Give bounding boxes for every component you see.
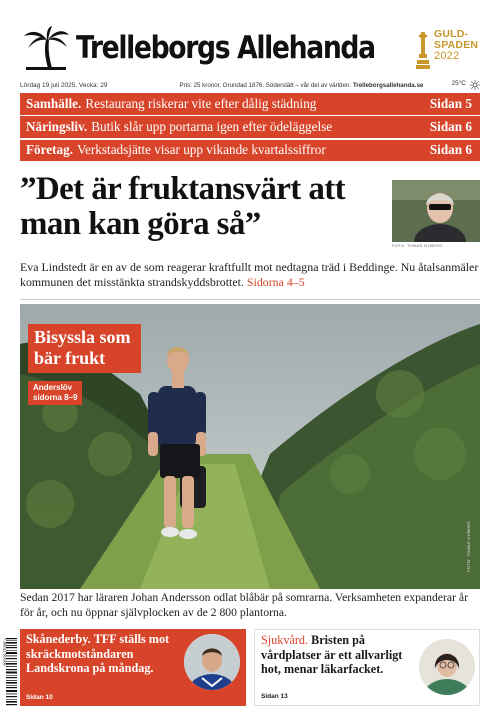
lead-page-ref[interactable]: Sidorna 4–5 xyxy=(246,274,305,289)
bottom-teaser-sport[interactable] xyxy=(20,629,246,706)
teaser-list xyxy=(20,93,480,163)
bottom-teaser-health[interactable] xyxy=(254,629,480,706)
lead-portrait-photo xyxy=(392,180,480,242)
bottom-teaser-headline: TFF ställs mot skräckmotståndaren Landskrona på måndag. xyxy=(26,632,170,675)
award-line-1: GULD- xyxy=(434,28,469,40)
teaser-item[interactable] xyxy=(20,116,480,138)
barcode-number: 7 388111 502308 xyxy=(2,638,7,666)
lead-headline[interactable]: ”Det är fruktansvärt att man kan göra så” xyxy=(20,171,346,242)
price-line: Pris: 25 kronor. Grundad 1876. Söderslätt – vår del av världen. xyxy=(179,81,352,89)
weather-temperature: 25°C xyxy=(451,80,466,87)
sun-icon xyxy=(470,80,480,90)
teaser-page: Sidan 5 xyxy=(429,95,472,111)
bottom-teaser-text xyxy=(26,632,176,676)
teaser-item[interactable] xyxy=(20,140,480,162)
award-year: 2022 xyxy=(434,50,460,62)
bottom-teaser-portrait xyxy=(184,634,240,690)
palm-tree-icon xyxy=(22,26,70,70)
bottom-teaser-headline: Bristen på vårdplatser är ett allvarligt hot, menar läkarfacket. xyxy=(261,633,403,676)
feature-photo-credit: FOTO: TOMAS NYBERG xyxy=(466,521,472,572)
feature-caption: Sedan 2017 har läraren Johan Andersson odlat blåbär på somrarna. Verksamheten expanderar år för år, och nu öppnar självplocken av de 2 800 plantorna. xyxy=(20,591,468,619)
issue-meta xyxy=(179,82,423,89)
teaser-page: Sidan 6 xyxy=(429,142,472,158)
lead-body xyxy=(20,260,480,289)
website-link[interactable]: Trelleborgsallehanda.se xyxy=(352,81,424,89)
info-bar xyxy=(20,78,480,92)
issue-date: Lördag 19 juli 2025. Vecka: 29 xyxy=(20,81,108,89)
barcode-icon xyxy=(0,636,18,706)
spade-trophy-icon xyxy=(416,30,430,70)
bottom-teaser-page: Sidan 13 xyxy=(261,693,288,700)
feature-tag-line-2: sidorna 8–9 xyxy=(33,393,78,402)
award-badge xyxy=(416,28,480,74)
teaser-headline: Restaurang riskerar vite efter dålig städning xyxy=(85,95,317,111)
feature-tag-line-1: Anderslöv xyxy=(33,383,73,392)
teaser-kicker: Näringsliv. xyxy=(26,119,88,135)
award-label xyxy=(434,29,478,62)
bottom-teaser-portrait xyxy=(419,639,475,695)
teaser-kicker: Företag. xyxy=(26,142,73,158)
teaser-page: Sidan 6 xyxy=(429,119,472,135)
feature-headline-line-2: bär frukt xyxy=(34,348,106,368)
teaser-item[interactable] xyxy=(20,93,480,115)
bottom-teaser-text xyxy=(261,633,419,677)
feature-location-tag[interactable] xyxy=(28,381,82,405)
paper-title[interactable]: Trelleborgs Allehanda xyxy=(76,30,375,66)
teaser-kicker: Samhälle. xyxy=(26,95,82,111)
feature-photo[interactable] xyxy=(20,304,480,589)
feature-headline-line-1: Bisyssla som xyxy=(34,327,131,347)
teaser-headline: Verkstadsjätte visar upp vikande kvartalssiffror xyxy=(77,142,326,158)
bottom-teaser-kicker: Sjukvård. xyxy=(261,633,309,647)
bottom-teaser-kicker: Skånederby. xyxy=(26,632,91,646)
feature-headline[interactable] xyxy=(28,324,141,373)
divider xyxy=(20,299,480,300)
bottom-teaser-page: Sidan 10 xyxy=(26,694,53,701)
teaser-headline: Butik slår upp portarna igen efter ödeläggelse xyxy=(91,119,333,135)
portrait-credit: FOTO: TOMAS NYBERG xyxy=(392,243,443,248)
lead-body-text: Eva Lindstedt är en av de som reagerar kraftfullt mot nedtagna träd i Beddinge. Nu åtalsanmäler kommunen det misstänkta strandskyddsbrottet. xyxy=(20,260,479,289)
award-line-2: SPADEN xyxy=(434,39,479,51)
masthead xyxy=(20,24,480,74)
